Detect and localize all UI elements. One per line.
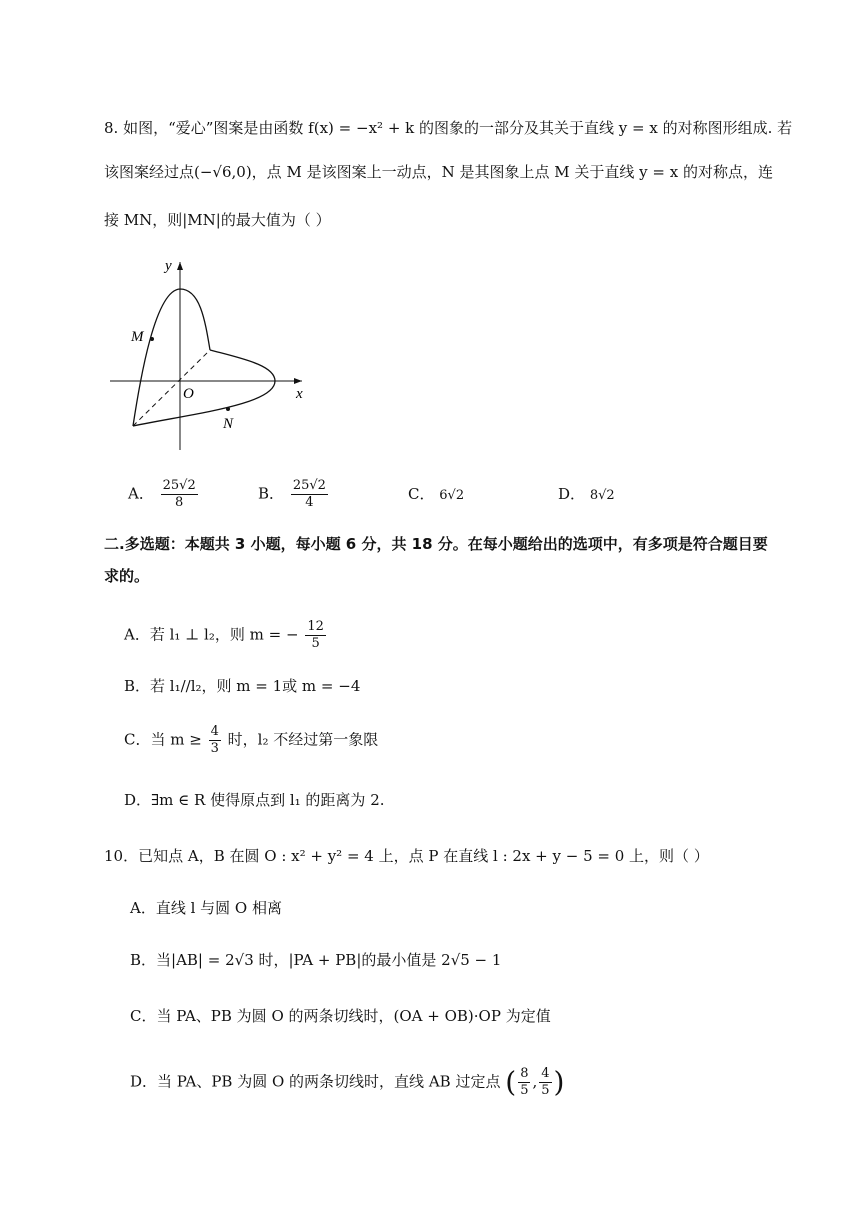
m-label: M xyxy=(131,329,144,345)
q8-option-c-value: 6√2 xyxy=(439,488,465,503)
reflected-curve xyxy=(133,350,275,426)
q9-option-d[interactable]: D．∃m ∈ R 使得原点到 l₁ 的距离为 2. xyxy=(124,791,385,809)
q10-option-d-frac1: $\frac{8}{5}$ xyxy=(520,1066,529,1098)
q8-line2: 该图案经过点(−√6,0)，点 M 是该图案上一动点，N 是其图象上点 M 关于直线 y = x 的对称点，连 xyxy=(104,163,773,181)
q8-option-d-value: 8√2 xyxy=(589,488,615,503)
q10-option-b[interactable]: B．当|AB| = 2√3 时，|PA + PB|的最小值是 2√5 − 1 xyxy=(130,951,502,969)
q9-option-c[interactable] xyxy=(124,724,378,757)
q8-option-b-label: B． xyxy=(258,484,285,503)
q9-option-a-frac: $\frac{12}{5}$ xyxy=(307,619,324,651)
q8-line3: 接 MN，则|MN|的最大值为（ ） xyxy=(104,211,331,229)
q9-option-c-text1: C．当 m ≥ xyxy=(124,730,202,749)
q8-option-d[interactable] xyxy=(558,484,615,506)
section2-heading-line2: 求的。 xyxy=(104,567,150,585)
q8-option-a[interactable] xyxy=(128,478,200,511)
q10-option-d-rparen: ) xyxy=(553,1065,565,1099)
n-label: N xyxy=(223,416,234,432)
q8-option-a-label: A． xyxy=(128,484,154,503)
q10-stem: 10．已知点 A，B 在圆 O : x² + y² = 4 上，点 P 在直线 l : 2x + y − 5 = 0 上，则（ ） xyxy=(104,847,709,865)
q9-option-b[interactable]: B．若 l₁//l₂，则 m = 1或 m = −4 xyxy=(124,677,361,695)
q8-option-d-label: D． xyxy=(558,485,586,503)
q8-option-a-frac: $\frac{25√2}{8}$ xyxy=(162,478,196,510)
q10-option-a[interactable]: A．直线 l 与圆 O 相离 xyxy=(130,899,283,917)
q10-option-d-frac2: $\frac{4}{5}$ xyxy=(541,1066,550,1098)
q8-line1: 8. 如图，“爱心”图案是由函数 f(x) = −x² + k 的图象的一部分及其关于直线 y = x 的对称图形组成. 若 xyxy=(104,119,793,137)
x-label: x xyxy=(296,386,303,402)
x-axis-arrow xyxy=(294,378,302,384)
y-label: y xyxy=(165,258,172,274)
q8-option-c-label: C． xyxy=(408,485,435,503)
origin-label: O xyxy=(183,386,194,402)
q10-option-d-lparen: ( xyxy=(505,1065,517,1099)
parabola-curve xyxy=(133,289,210,426)
heart-figure xyxy=(100,255,320,455)
q8-option-b-frac: $\frac{25√2}{4}$ xyxy=(292,478,326,510)
q8-option-b[interactable] xyxy=(258,478,330,511)
y-axis-arrow xyxy=(177,262,183,270)
q9-option-a[interactable] xyxy=(124,619,328,652)
section2-heading-line1: 二.多选题：本题共 3 小题，每小题 6 分，共 18 分。在每小题给出的选项中，有多项是符合题目要 xyxy=(104,535,768,553)
q9-option-a-text: A．若 l₁ ⊥ l₂，则 m = − xyxy=(124,625,299,644)
q10-option-d-text: D．当 PA、PB 为圆 O 的两条切线时，直线 AB 过定点 xyxy=(130,1072,501,1091)
q10-option-d[interactable]: D．当 PA、PB 为圆 O 的两条切线时，直线 AB 过定点 ( $\frac{8}{5}$ , $\frac{4}{5}$ ) xyxy=(130,1065,565,1099)
point-m xyxy=(150,337,154,341)
point-n xyxy=(226,407,230,411)
q9-option-c-text2: 时，l₂ 不经过第一象限 xyxy=(227,730,379,749)
q10-option-c[interactable]: C．当 PA、PB 为圆 O 的两条切线时，(OA + OB)·OP 为定值 xyxy=(130,1007,551,1025)
q9-option-c-frac: $\frac{4}{3}$ xyxy=(210,724,219,756)
q8-option-c[interactable] xyxy=(408,484,464,506)
